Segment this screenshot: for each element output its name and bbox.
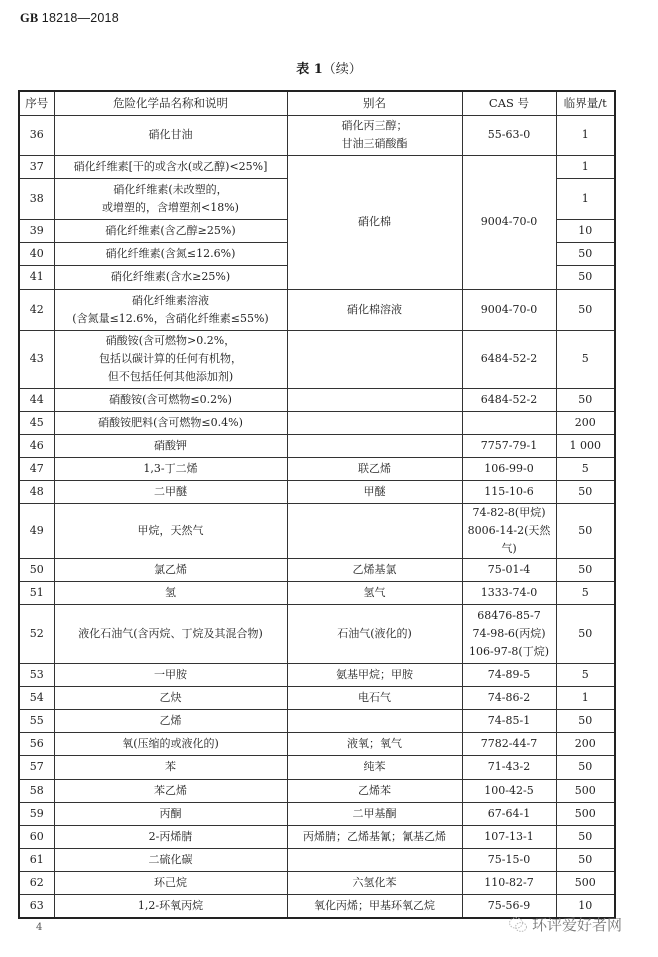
cell-name	[54, 289, 287, 330]
cell-cas	[462, 503, 556, 558]
col-header-threshold: 临界量/t	[556, 91, 615, 115]
cell-no: 38	[19, 178, 54, 219]
cell-name-line: 苯乙烯	[154, 783, 187, 797]
cell-threshold: 200	[556, 732, 615, 755]
cell-no: 63	[19, 894, 54, 918]
cell-name	[54, 686, 287, 709]
table-row	[19, 388, 615, 411]
cell-name-line: 硝酸钾	[154, 438, 187, 452]
cell-name	[54, 581, 287, 604]
cell-name	[54, 732, 287, 755]
cell-threshold: 50	[556, 558, 615, 581]
cell-no: 51	[19, 581, 54, 604]
cell-alias-line: 纯苯	[363, 760, 386, 773]
cell-name-line: 硝酸铵肥料(含可燃物≤0.4%)	[98, 415, 243, 429]
table-row	[19, 581, 615, 604]
cell-alias	[287, 289, 462, 330]
table-header-row	[19, 91, 615, 115]
cell-threshold: 5	[556, 457, 615, 480]
watermark	[508, 914, 622, 935]
cell-cas	[462, 732, 556, 755]
cell-cas	[462, 434, 556, 457]
cell-no: 47	[19, 457, 54, 480]
table-row	[19, 503, 615, 558]
cell-alias-line: 甘油三硝酸酯	[341, 137, 408, 150]
cell-cas-line: 75-01-4	[487, 562, 531, 576]
cell-name	[54, 503, 287, 558]
cell-name-line: (含氮量≤12.6%，含硝化纤维素≤55%)	[72, 311, 269, 325]
cell-name-line: 1,3-丁二烯	[143, 461, 198, 475]
cell-name-line: 或增塑的，含增塑剂<18%)	[102, 200, 239, 214]
cell-no: 41	[19, 265, 54, 289]
cell-cas	[462, 848, 556, 871]
cell-name	[54, 709, 287, 732]
cell-name	[54, 388, 287, 411]
wechat-logo-icon	[508, 916, 528, 934]
cell-alias-line: 丙烯腈；乙烯基氰；氰基乙烯	[303, 829, 446, 843]
cell-name	[54, 457, 287, 480]
cell-threshold: 50	[556, 848, 615, 871]
cell-name	[54, 155, 287, 178]
cell-threshold: 50	[556, 480, 615, 503]
cell-alias	[287, 663, 462, 686]
cell-name-line: 丙酮	[159, 806, 182, 820]
cell-cas	[462, 388, 556, 411]
table-row	[19, 558, 615, 581]
cell-alias-line: 联乙烯	[358, 461, 391, 475]
cell-name	[54, 663, 287, 686]
cell-name-line: 环己烷	[154, 875, 187, 889]
cell-no: 54	[19, 686, 54, 709]
cell-threshold: 5	[556, 663, 615, 686]
cell-alias	[287, 503, 462, 558]
cell-name	[54, 411, 287, 434]
cell-no: 49	[19, 503, 54, 558]
cell-no: 44	[19, 388, 54, 411]
cell-threshold: 50	[556, 825, 615, 848]
cell-cas	[462, 825, 556, 848]
cell-alias	[287, 825, 462, 848]
cell-threshold: 50	[556, 265, 615, 289]
cell-alias	[287, 732, 462, 755]
standard-prefix: GB	[20, 11, 39, 25]
cell-threshold: 50	[556, 503, 615, 558]
cell-no: 58	[19, 779, 54, 802]
cell-cas-line: 106-97-8(丁烷)	[468, 644, 549, 658]
cell-name	[54, 894, 287, 918]
cell-alias-line: 乙烯苯	[358, 783, 391, 797]
cell-no: 60	[19, 825, 54, 848]
cell-threshold: 10	[556, 219, 615, 242]
cell-cas	[462, 802, 556, 825]
cell-threshold: 50	[556, 755, 615, 779]
col-header-name: 危险化学品名称和说明	[54, 91, 287, 115]
cell-name-line: 硝化纤维素(含水≥25%)	[110, 270, 231, 283]
table-row	[19, 604, 615, 663]
table-row	[19, 709, 615, 732]
cell-no: 42	[19, 289, 54, 330]
cell-cas	[462, 871, 556, 894]
cell-no: 40	[19, 242, 54, 265]
cell-name	[54, 434, 287, 457]
cell-cas	[462, 686, 556, 709]
cell-no: 48	[19, 480, 54, 503]
table-row	[19, 848, 615, 871]
cell-name-line: 硝化甘油	[148, 128, 193, 141]
cell-threshold: 50	[556, 242, 615, 265]
cell-name-line: 2-丙烯腈	[148, 829, 193, 843]
cell-alias-line: 六氢化苯	[352, 875, 397, 889]
cell-cas	[462, 779, 556, 802]
cell-name	[54, 825, 287, 848]
cell-alias-line: 硝化丙三醇；	[341, 119, 408, 132]
cell-cas-line: 74-82-8(甲烷)	[472, 505, 546, 519]
col-header-no: 序号	[19, 91, 54, 115]
cell-cas	[462, 457, 556, 480]
cell-name-line: 氢	[165, 585, 176, 599]
cell-threshold: 1	[556, 155, 615, 178]
cell-name	[54, 480, 287, 503]
cell-name	[54, 242, 287, 265]
cell-threshold: 1 000	[556, 434, 615, 457]
cell-name-line: 一甲胺	[154, 667, 187, 681]
cell-name	[54, 178, 287, 219]
cell-cas-line: 71-43-2	[487, 760, 531, 773]
col-header-alias: 别名	[287, 91, 462, 115]
cell-name	[54, 558, 287, 581]
table-title-suffix: （续）	[322, 62, 362, 77]
table-row	[19, 480, 615, 503]
cell-threshold: 50	[556, 709, 615, 732]
cell-name-line: 液化石油气(含丙烷、丁烷及其混合物)	[78, 626, 263, 640]
cell-name-line: 二硫化碳	[148, 852, 193, 866]
cell-cas	[462, 411, 556, 434]
cell-threshold: 10	[556, 894, 615, 918]
cell-no: 62	[19, 871, 54, 894]
table-row	[19, 330, 615, 388]
cell-alias-line: 氢气	[363, 585, 386, 599]
cell-name-line: 乙炔	[159, 690, 182, 704]
cell-threshold: 1	[556, 686, 615, 709]
cell-alias	[287, 434, 462, 457]
cell-name-line: 二甲醚	[154, 484, 187, 498]
cell-threshold: 50	[556, 289, 615, 330]
cell-cas	[462, 755, 556, 779]
cell-name	[54, 115, 287, 155]
cell-no: 61	[19, 848, 54, 871]
cell-cas-line: 75-15-0	[487, 852, 531, 866]
cell-alias-line: 石油气(液化的)	[337, 626, 412, 640]
table-row	[19, 779, 615, 802]
cell-cas-line: 115-10-6	[484, 484, 534, 498]
cell-no: 45	[19, 411, 54, 434]
cell-name-line: 硝化纤维素溶液	[132, 293, 209, 307]
cell-cas	[462, 115, 556, 155]
cell-cas-line: 67-64-1	[487, 806, 531, 820]
table-row	[19, 434, 615, 457]
cell-name-line: 硝化纤维素(含氮≤12.6%)	[105, 246, 236, 260]
cell-name	[54, 871, 287, 894]
cell-threshold: 1	[556, 178, 615, 219]
cell-alias	[287, 330, 462, 388]
cell-cas-line: 7782-44-7	[480, 736, 538, 750]
cell-name-line: 硝化纤维素(未改塑的，	[113, 182, 228, 196]
cell-name	[54, 802, 287, 825]
cell-cas	[462, 581, 556, 604]
cell-no: 59	[19, 802, 54, 825]
cell-alias	[287, 411, 462, 434]
col-header-cas: CAS 号	[462, 91, 556, 115]
cell-cas-line: 9004-70-0	[480, 302, 538, 316]
cell-name	[54, 265, 287, 289]
cell-alias-line: 硝化棉溶液	[347, 302, 402, 316]
cell-cas-line: 74-98-6(丙烷)	[472, 626, 546, 640]
cell-cas-line: 74-85-1	[487, 713, 531, 727]
cell-alias	[287, 709, 462, 732]
table-row	[19, 411, 615, 434]
cell-alias-line: 液氧；氧气	[347, 736, 402, 750]
cell-threshold: 500	[556, 871, 615, 894]
table-row	[19, 871, 615, 894]
cell-name-line: 硝化纤维素[干的或含水(或乙醇)<25%]	[73, 159, 268, 173]
page-number: 4	[36, 922, 43, 933]
cell-cas-line: 74-89-5	[487, 667, 531, 681]
cell-name-line: 硝酸铵(含可燃物≤0.2%)	[109, 392, 232, 406]
cell-alias-line: 电石气	[358, 690, 391, 704]
cell-threshold: 50	[556, 388, 615, 411]
cell-no: 55	[19, 709, 54, 732]
cell-name-line: 1,2-环氧丙烷	[137, 898, 204, 912]
cell-alias-line: 氧化丙烯；甲基环氧乙烷	[314, 898, 435, 912]
cell-cas	[462, 480, 556, 503]
cell-alias-line: 乙烯基氯	[352, 562, 397, 576]
cell-cas	[462, 558, 556, 581]
cell-threshold: 50	[556, 604, 615, 663]
cell-cas	[462, 330, 556, 388]
cell-alias	[287, 480, 462, 503]
table-row	[19, 755, 615, 779]
table-row	[19, 825, 615, 848]
table-row	[19, 732, 615, 755]
cell-no: 57	[19, 755, 54, 779]
cell-name-line: 乙烯	[159, 713, 182, 727]
cell-alias	[287, 686, 462, 709]
cell-alias-line: 氨基甲烷；甲胺	[336, 667, 413, 681]
cell-cas-line: 106-99-0	[484, 461, 534, 475]
cell-name	[54, 604, 287, 663]
hazardous-chemicals-table	[18, 90, 616, 919]
table-row	[19, 663, 615, 686]
table-row	[19, 457, 615, 480]
cell-cas-line: 74-86-2	[487, 690, 531, 704]
standard-code	[20, 11, 119, 26]
cell-no: 50	[19, 558, 54, 581]
cell-cas	[462, 289, 556, 330]
cell-cas-line: 6484-52-2	[480, 392, 538, 406]
table-row	[19, 155, 615, 178]
cell-alias	[287, 871, 462, 894]
cell-name-line: 包括以碳计算的任何有机物，	[99, 352, 242, 365]
cell-alias-merged: 硝化棉	[287, 155, 462, 289]
cell-threshold: 500	[556, 779, 615, 802]
cell-cas-line: 68476-85-7	[477, 608, 541, 622]
cell-name-line: 氯乙烯	[154, 562, 187, 576]
cell-cas	[462, 604, 556, 663]
cell-cas-line: 1333-74-0	[480, 585, 538, 599]
cell-name-line: 硝酸铵(含可燃物>0.2%，	[105, 334, 236, 347]
cell-threshold: 200	[556, 411, 615, 434]
cell-alias	[287, 894, 462, 918]
cell-cas-line: 107-13-1	[484, 829, 534, 843]
cell-threshold: 500	[556, 802, 615, 825]
cell-no: 56	[19, 732, 54, 755]
cell-no: 36	[19, 115, 54, 155]
cell-threshold: 1	[556, 115, 615, 155]
cell-alias	[287, 848, 462, 871]
cell-cas-line: 7757-79-1	[480, 438, 538, 452]
cell-no: 43	[19, 330, 54, 388]
cell-threshold: 5	[556, 330, 615, 388]
cell-no: 53	[19, 663, 54, 686]
cell-name-line: 氧(压缩的或液化的)	[122, 736, 219, 750]
cell-alias-line: 二甲基酮	[352, 806, 397, 820]
cell-alias	[287, 604, 462, 663]
cell-alias	[287, 802, 462, 825]
table-row	[19, 802, 615, 825]
watermark-text: 环评爱好者网	[532, 916, 623, 934]
cell-no: 46	[19, 434, 54, 457]
table-title	[0, 58, 658, 77]
cell-cas	[462, 709, 556, 732]
cell-name	[54, 219, 287, 242]
cell-alias	[287, 755, 462, 779]
cell-name	[54, 779, 287, 802]
standard-number: 18218—2018	[41, 11, 119, 25]
cell-threshold: 5	[556, 581, 615, 604]
cell-no: 37	[19, 155, 54, 178]
cell-alias	[287, 115, 462, 155]
cell-cas-line: 55-63-0	[487, 128, 531, 141]
cell-cas-line: 100-42-5	[484, 783, 534, 797]
cell-alias	[287, 779, 462, 802]
table-row	[19, 289, 615, 330]
cell-cas-line: 75-56-9	[487, 898, 531, 912]
cell-alias	[287, 581, 462, 604]
cell-cas-line: 110-82-7	[484, 875, 534, 889]
cell-no: 52	[19, 604, 54, 663]
cell-no: 39	[19, 219, 54, 242]
cell-cas-merged: 9004-70-0	[462, 155, 556, 289]
cell-alias	[287, 388, 462, 411]
cell-name-line: 硝化纤维素(含乙醇≥25%)	[105, 223, 236, 237]
cell-alias	[287, 457, 462, 480]
cell-name	[54, 848, 287, 871]
table-row	[19, 686, 615, 709]
cell-name	[54, 755, 287, 779]
cell-alias-line: 甲醚	[363, 484, 386, 498]
cell-cas-line: 6484-52-2	[480, 352, 538, 365]
cell-cas-line: 8006-14-2(天然气)	[467, 523, 551, 555]
cell-cas	[462, 663, 556, 686]
cell-name-line: 但不包括任何其他添加剂)	[107, 370, 234, 383]
cell-alias	[287, 558, 462, 581]
cell-name	[54, 330, 287, 388]
table-row	[19, 115, 615, 155]
cell-name-line: 苯	[165, 760, 176, 773]
cell-name-line: 甲烷，天然气	[137, 523, 204, 537]
table-title-label: 表 1	[296, 62, 323, 77]
